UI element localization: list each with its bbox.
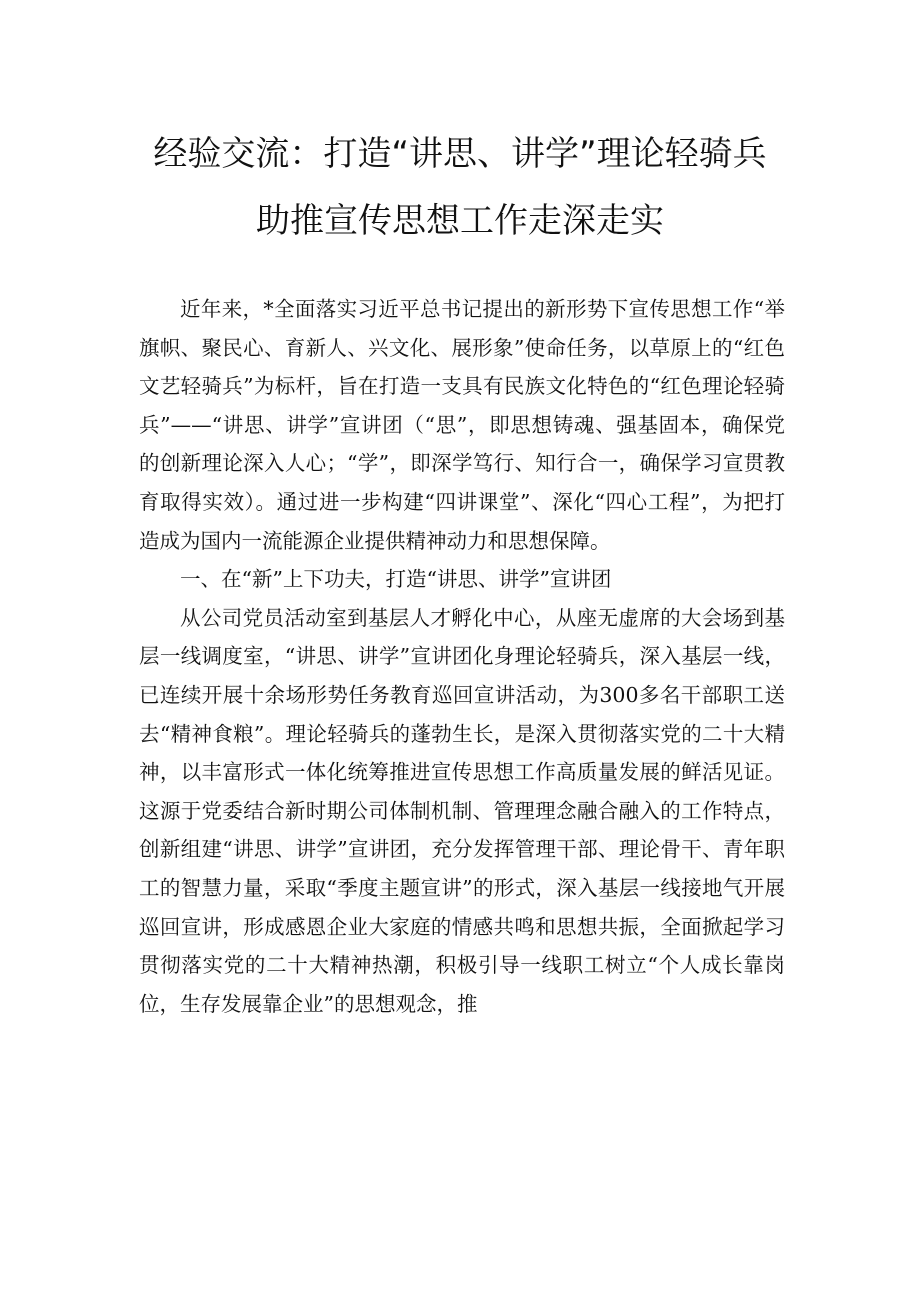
- document-title-line-1: 经验交流：打造“讲思、讲学”理论轻骑兵: [153, 134, 767, 174]
- intro-paragraph: 近年来，*全面落实习近平总书记提出的新形势下宣传思想工作“举旗帜、聚民心、育新人、兴文化、展形象”使命任务，以草原上的“红色文艺轻骑兵”为标杆，旨在打造一支具有民族文化特色的“红色理论轻骑兵”——“讲思、讲学”宣讲团（“思”，即思想铸魂、强基固本，确保党的创新理论深入人心；“学”，即深学笃行、知行合一，确保学习宣贯教育取得实效）。通过进一步构建“四讲课堂”、深化“四心工程”，为把打造成为国内一流能源企业提供精神动力和思想保障。: [139, 297, 785, 553]
- section-1-heading: 一、在“新”上下功夫，打造“讲思、讲学”宣讲团: [180, 567, 612, 592]
- document-title-line-2: 助推宣传思想工作走深走实: [256, 201, 664, 241]
- section-1-paragraph: 从公司党员活动室到基层人才孵化中心，从座无虚席的大会场到基层一线调度室，“讲思、讲学”宣讲团化身理论轻骑兵，深入基层一线，已连续开展十余场形势任务教育巡回宣讲活动，为300多名干部职工送去“精神食粮”。理论轻骑兵的蓬勃生长，是深入贯彻落实党的二十大精神，以丰富形式一体化统筹推进宣传思想工作高质量发展的鲜活见证。这源于党委结合新时期公司体制机制、管理理念融合融入的工作特点，创新组建“讲思、讲学”宣讲团，充分发挥管理干部、理论骨干、青年职工的智慧力量，采取“季度主题宣讲”的形式，深入基层一线接地气开展巡回宣讲，形成感恩企业大家庭的情感共鸣和思想共振，全面掀起学习贯彻落实党的二十大精神热潮，积极引导一线职工树立“个人成长靠岗位，生存发展靠企业”的思想观念，推: [139, 605, 785, 1016]
- document-body: [139, 290, 785, 1023]
